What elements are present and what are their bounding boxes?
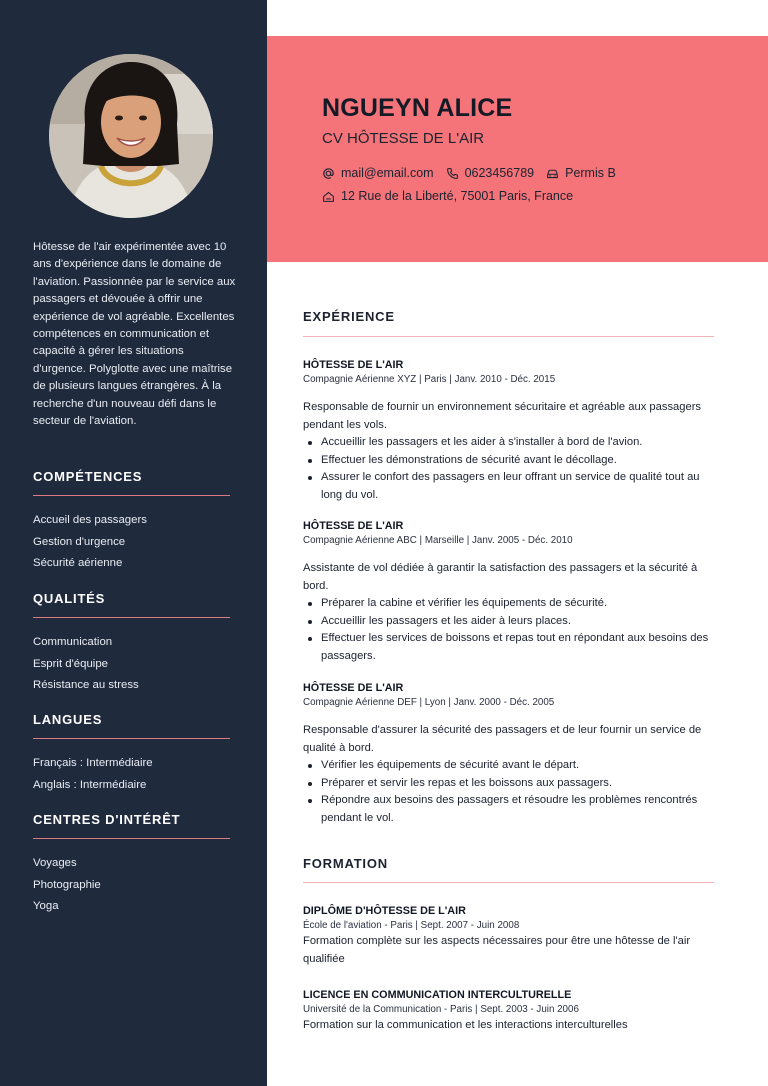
list-item: Effectuer les services de boissons et repas tout en répondant aux besoins des passagers. [303, 630, 714, 665]
skills-list [33, 510, 230, 575]
list-item: Anglais : Intermédiaire [33, 778, 147, 791]
divider [33, 617, 230, 618]
home-icon [322, 190, 335, 203]
cv-title: CV HÔTESSE DE L'AIR [322, 130, 485, 147]
skills-section [33, 468, 230, 575]
list-item: Accueil des passagers [33, 514, 147, 526]
profile-photo [49, 54, 213, 218]
at-icon [322, 167, 335, 180]
list-item: Assurer le confort des passagers en leur offrant un service de qualité tout au long du vol. [303, 469, 714, 504]
job-tasks [303, 757, 714, 827]
divider [303, 882, 714, 883]
address-text: 12 Rue de la Liberté, 75001 Paris, France [341, 189, 574, 203]
contact-row [322, 166, 628, 180]
list-item: Vérifier les équipements de sécurité avant le départ. [303, 757, 714, 775]
address-row [322, 189, 585, 203]
address-contact [322, 189, 573, 203]
experience-title: EXPÉRIENCE [303, 309, 395, 324]
skills-title: COMPÉTENCES [33, 469, 143, 484]
job-description: Responsable d'assurer la sécurité des passagers et de leur fournir un service de qualité à bord. [303, 724, 702, 754]
profile-summary: Hôtesse de l'air expérimentée avec 10 ans d'expérience dans le domaine de l'aviation. Passionnée par le service aux passagers et dévouée à offrir une expérience de vol agréable. Excellentes compétences en communication et capacité à gérer les situations d'urgence. Polyglotte avec une maîtrise de plusieurs langues étrangères. À la recherche d'un nouveau défi dans le secteur de l'aviation. [33, 241, 236, 428]
qualities-list [33, 632, 230, 697]
qualities-title: QUALITÉS [33, 591, 106, 606]
list-item: Préparer la cabine et vérifier les équipements de sécurité. [303, 595, 714, 613]
list-item: Répondre aux besoins des passagers et résoudre les problèmes rencontrés pendant le vol. [303, 792, 714, 827]
job-tasks [303, 434, 714, 504]
header-banner [267, 36, 768, 262]
email-text[interactable]: mail@email.com [341, 166, 434, 180]
email-contact [322, 166, 434, 180]
languages-list [33, 753, 230, 796]
phone-text[interactable]: 0623456789 [464, 166, 535, 180]
list-item: Résistance au stress [33, 679, 139, 691]
list-item: Préparer et servir les repas et les boissons aux passagers. [303, 775, 714, 793]
degree-meta: Université de la Communication - Paris | Sept. 2003 - Juin 2006 [303, 1004, 579, 1015]
car-icon [546, 167, 559, 180]
job-title: HÔTESSE DE L'AIR [303, 520, 404, 532]
profile-photo-image [49, 54, 213, 218]
degree-title: LICENCE EN COMMUNICATION INTERCULTURELLE [303, 989, 572, 1001]
list-item: Gestion d'urgence [33, 535, 126, 548]
job-title: HÔTESSE DE L'AIR [303, 682, 404, 694]
education-entry [303, 904, 714, 968]
candidate-name: NGUEYN ALICE [322, 94, 513, 122]
degree-description: Formation sur la communication et les interactions interculturelles [303, 1019, 628, 1031]
degree-title: DIPLÔME D'HÔTESSE DE L'AIR [303, 905, 466, 917]
qualities-section [33, 590, 230, 697]
interests-section [33, 811, 230, 918]
experience-entry [303, 358, 714, 505]
experience-entry [303, 681, 714, 828]
divider [33, 495, 230, 496]
list-item: Effectuer les démonstrations de sécurité avant le décollage. [303, 452, 714, 470]
experience-entry [303, 519, 714, 666]
list-item: Voyages [33, 857, 77, 869]
job-tasks [303, 595, 714, 665]
list-item: Photographie [33, 878, 101, 891]
list-item: Accueillir les passagers et les aider à s'installer à bord de l'avion. [303, 434, 714, 452]
job-description: Assistante de vol dédiée à garantir la satisfaction des passagers et la sécurité à bord. [303, 562, 698, 592]
list-item: Accueillir les passagers et les aider à leurs places. [303, 613, 714, 631]
formation-title: FORMATION [303, 856, 388, 871]
job-meta: Compagnie Aérienne XYZ | Paris | Janv. 2010 - Déc. 2015 [303, 374, 556, 385]
interests-list [33, 853, 230, 918]
education-entry [303, 988, 714, 1035]
job-meta: Compagnie Aérienne ABC | Marseille | Janv. 2005 - Déc. 2010 [303, 535, 573, 546]
interests-title: CENTRES D'INTÉRÊT [33, 812, 181, 827]
sidebar [0, 0, 267, 1086]
phone-contact [446, 166, 535, 180]
job-meta: Compagnie Aérienne DEF | Lyon | Janv. 2000 - Déc. 2005 [303, 697, 555, 708]
list-item: Sécurité aérienne [33, 557, 123, 569]
degree-meta: École de l'aviation - Paris | Sept. 2007 - Juin 2008 [303, 920, 520, 931]
phone-icon [446, 167, 459, 180]
divider [303, 336, 714, 337]
list-item: Français : Intermédiaire [33, 757, 153, 769]
list-item: Yoga [33, 900, 59, 912]
license-text: Permis B [565, 166, 616, 180]
degree-description: Formation complète sur les aspects nécessaires pour être une hôtesse de l'air qualifiée [303, 935, 691, 965]
list-item: Esprit d'équipe [33, 657, 108, 670]
license-contact [546, 166, 616, 180]
languages-title: LANGUES [33, 712, 103, 727]
divider [33, 738, 230, 739]
divider [33, 838, 230, 839]
languages-section [33, 711, 230, 796]
job-title: HÔTESSE DE L'AIR [303, 359, 404, 371]
list-item: Communication [33, 636, 113, 648]
job-description: Responsable de fournir un environnement sécuritaire et agréable aux passagers pendant les vols. [303, 401, 702, 431]
